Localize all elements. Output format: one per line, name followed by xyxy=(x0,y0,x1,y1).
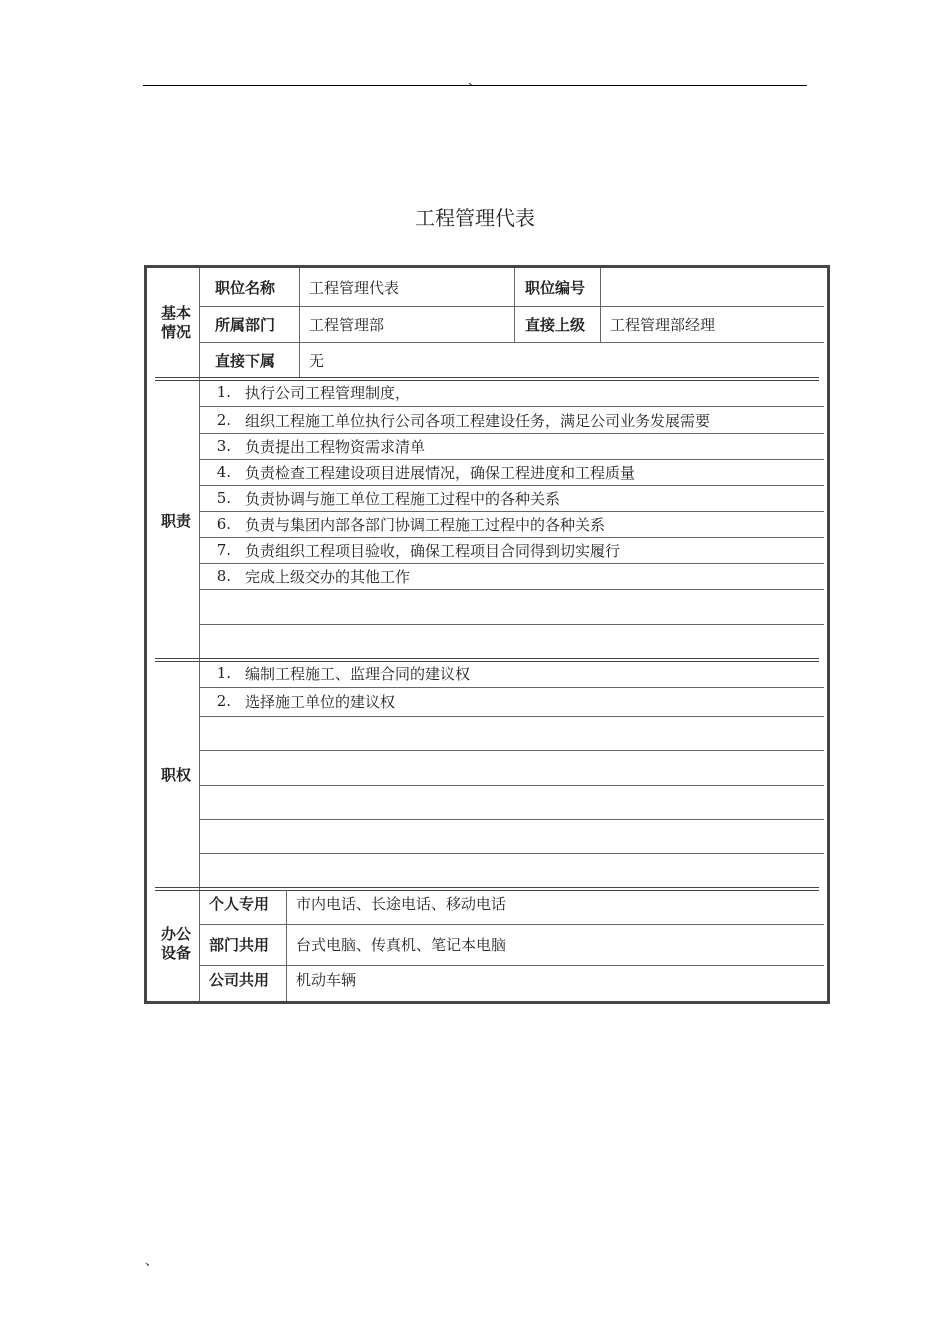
authority-row-line xyxy=(199,819,824,820)
subordinate-label: 直接下属 xyxy=(215,351,276,370)
authority-row-line xyxy=(199,687,824,688)
page-title: 工程管理代表 xyxy=(415,206,535,230)
equipment-value: 机动车辆 xyxy=(296,970,357,989)
duty-row-line xyxy=(199,406,824,407)
authority-item xyxy=(199,689,395,713)
duty-text: 负责组织工程项目验收，确保工程项目合同得到切实履行 xyxy=(245,541,621,560)
duties-section-label: 职责 xyxy=(160,511,191,530)
authority-row-line xyxy=(199,853,824,854)
equipment-label: 公司共用 xyxy=(209,970,270,989)
equipment-divider xyxy=(286,890,287,1001)
authority-row-line xyxy=(199,785,824,786)
authority-number: 2. xyxy=(216,692,231,710)
authority-row-line xyxy=(199,716,824,717)
duty-text: 组织工程施工单位执行公司各项工程建设任务，满足公司业务发展需要 xyxy=(245,411,711,430)
basic-divider-3 xyxy=(600,268,601,342)
equipment-value: 台式电脑、传真机、笔记本电脑 xyxy=(296,935,507,954)
department-label: 所属部门 xyxy=(215,315,276,334)
authority-item xyxy=(199,661,470,685)
duty-text: 执行公司工程管理制度， xyxy=(245,383,411,402)
basic-divider-1 xyxy=(299,268,300,378)
equipment-section-label: 办公 设备 xyxy=(160,924,191,962)
footer-mark: 、 xyxy=(145,1254,159,1269)
supervisor-label: 直接上级 xyxy=(525,315,586,334)
position-name-value: 工程管理代表 xyxy=(309,278,400,297)
duty-item xyxy=(199,380,410,404)
job-description-form xyxy=(144,265,830,1004)
duty-row-line xyxy=(199,589,824,590)
duty-item xyxy=(199,564,410,588)
authority-section-label: 职权 xyxy=(160,765,191,784)
duty-number: 5. xyxy=(216,489,231,507)
subordinate-value: 无 xyxy=(309,351,325,370)
duty-item xyxy=(199,486,560,510)
authority-row-line xyxy=(199,750,824,751)
basic-row-line-2 xyxy=(199,342,824,343)
duty-number: 4. xyxy=(216,463,231,481)
duty-row-line xyxy=(199,624,824,625)
header-mark: 、 xyxy=(468,74,482,89)
equipment-row-line xyxy=(199,924,824,925)
header-rule xyxy=(143,85,807,86)
duty-number: 8. xyxy=(216,567,231,585)
equipment-label: 个人专用 xyxy=(209,894,270,913)
department-value: 工程管理部 xyxy=(309,315,385,334)
duty-item xyxy=(199,434,425,458)
duty-number: 1. xyxy=(216,383,231,401)
supervisor-value: 工程管理部经理 xyxy=(610,315,716,334)
authority-text: 编制工程施工、监理合同的建议权 xyxy=(245,664,471,683)
duty-text: 负责与集团内部各部门协调工程施工过程中的各种关系 xyxy=(245,515,606,534)
duty-text: 负责提出工程物资需求清单 xyxy=(245,437,426,456)
duty-number: 7. xyxy=(216,541,231,559)
basic-divider-2 xyxy=(514,268,515,342)
duty-item xyxy=(199,408,710,432)
equipment-row-line xyxy=(199,965,824,966)
duty-item xyxy=(199,512,605,536)
equipment-label: 部门共用 xyxy=(209,935,270,954)
duty-number: 3. xyxy=(216,437,231,455)
duty-number: 6. xyxy=(216,515,231,533)
position-code-label: 职位编号 xyxy=(525,278,586,297)
authority-number: 1. xyxy=(216,664,231,682)
duty-number: 2. xyxy=(216,411,231,429)
authority-text: 选择施工单位的建议权 xyxy=(245,692,396,711)
basic-row-line-1 xyxy=(199,306,824,307)
duty-text: 负责协调与施工单位工程施工过程中的各种关系 xyxy=(245,489,561,508)
duty-item xyxy=(199,538,620,562)
duty-item xyxy=(199,460,635,484)
equipment-value: 市内电话、长途电话、移动电话 xyxy=(296,894,507,913)
duty-text: 完成上级交办的其他工作 xyxy=(245,567,411,586)
duty-text: 负责检查工程建设项目进展情况，确保工程进度和工程质量 xyxy=(245,463,636,482)
basic-section-label: 基本 情况 xyxy=(160,304,191,341)
position-name-label: 职位名称 xyxy=(215,278,276,297)
